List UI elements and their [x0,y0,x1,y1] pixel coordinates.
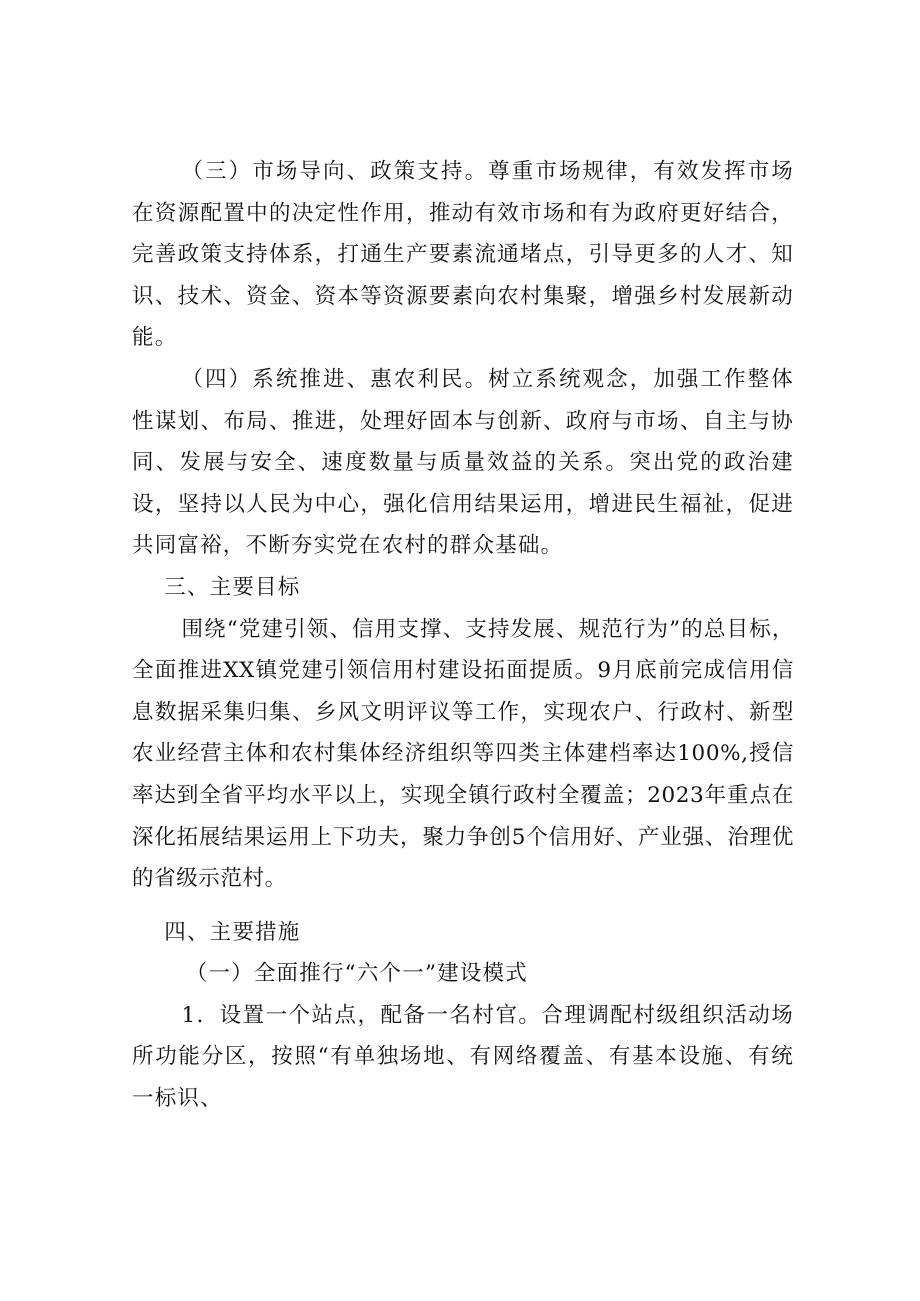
paragraph-market-orientation: （三）市场导向、政策支持。尊重市场规律，有效发挥市场在资源配置中的决定性作用，推动有效市场和有为政府更好结合，完善政策支持体系，打通生产要素流通堵点，引导更多的人才、知识、技术、资金、资本等资源要素向农村集聚，增强乡村发展新动能。 [132,159,794,351]
paragraph-system-advancement: （四）系统推进、惠农利民。树立系统观念，加强工作整体性谋划、布局、推进，处理好固本与创新、政府与市场、自主与协同、发展与安全、速度数量与质量效益的关系。突出党的政治建设，坚持以人民为中心，强化信用结果运用，增进民生福祉，促进共同富裕，不断夯实党在农村的群众基础。 [132,366,794,559]
paragraph-station-setup: 1．设置一个站点，配备一名村官。合理调配村级组织活动场所功能分区，按照“有单独场地、有网络覆盖、有基本设施、有统一标识、 [132,1002,794,1112]
subsection-heading-six-ones: （一）全面推行“六个一”建设模式 [185,961,528,987]
document-body [132,151,794,1120]
paragraph-main-goals: 围绕“党建引领、信用支撑、支持发展、规范行为”的总目标，全面推进XX镇党建引领信用村建设拓面提质。9月底前完成信用信息数据采集归集、乡风文明评议等工作，实现农户、行政村、新型农业经营主体和农村集体经济组织等四类主体建档率达100%,授信率达到全省平均水平以上，实现全镇行政村全覆盖；2023年重点在深化拓展结果运用上下功夫，聚力争创5个信用好、产业强、治理优的省级示范村。 [132,616,794,892]
section-heading-main-measures: 四、主要措施 [164,919,301,945]
section-heading-main-goals: 三、主要目标 [164,574,301,600]
